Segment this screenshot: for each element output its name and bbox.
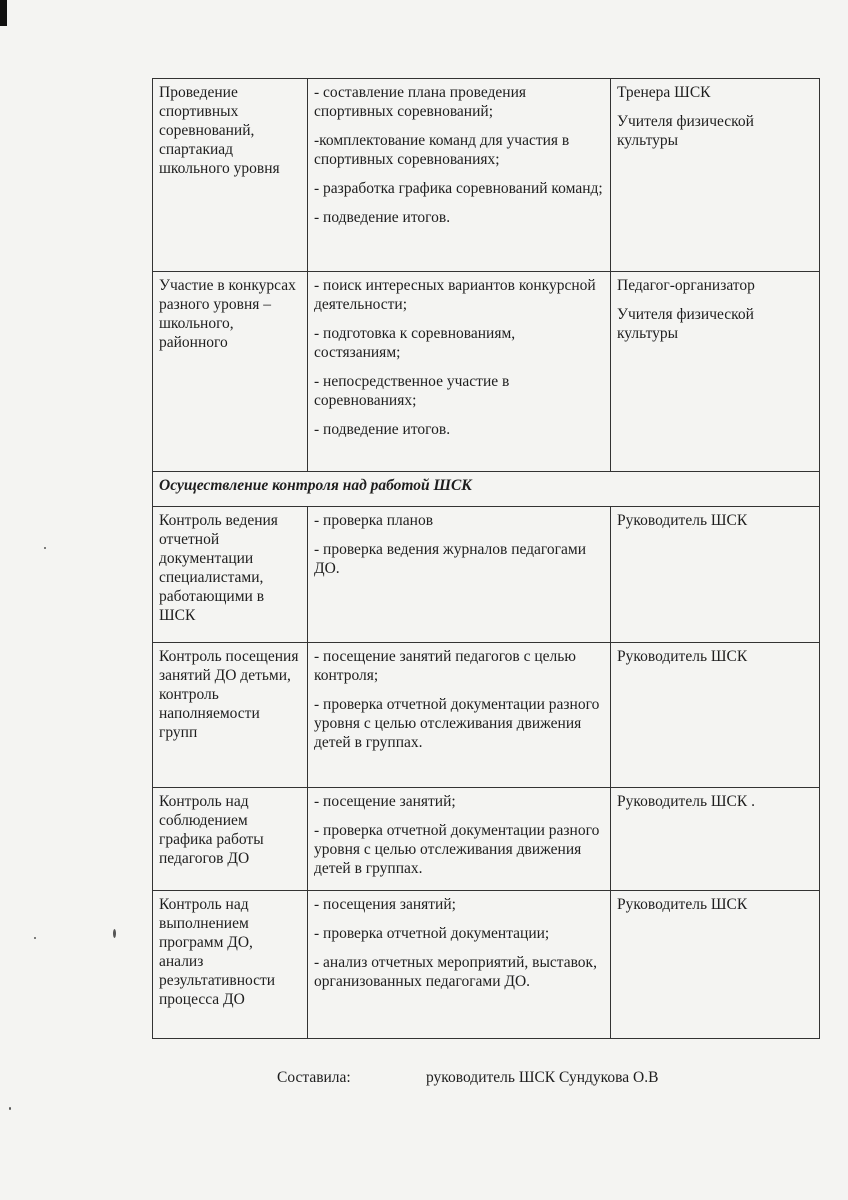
task-item: - проверка ведения журналов педагогами ДО. <box>314 541 586 577</box>
responsible-item: Руководитель ШСК . <box>617 793 755 810</box>
activity-name: Контроль над соблюдением графика работы педагогов ДО <box>153 788 308 891</box>
table-row <box>153 507 820 643</box>
responsible-item: Руководитель ШСК <box>617 648 748 665</box>
responsible-item: Тренера ШСК <box>617 84 711 101</box>
task-item: - проверка отчетной документации разного уровня с целью отслеживания движения детей в группах. <box>314 822 600 877</box>
table-row <box>153 79 820 272</box>
activity-name: Контроль посещения занятий ДО детьми, контроль наполняемости групп <box>153 643 308 788</box>
author-name: руководитель ШСК Сундукова О.В <box>426 1069 659 1086</box>
responsible-persons <box>611 788 820 891</box>
responsible-item: Руководитель ШСК <box>617 896 748 913</box>
task-item: -комплектование команд для участия в спортивных соревнованиях; <box>314 132 570 168</box>
activity-tasks <box>308 507 611 643</box>
signature-line <box>277 1069 658 1087</box>
responsible-item: Учителя физической культуры <box>617 306 754 342</box>
task-item: - подведение итогов. <box>314 209 451 226</box>
responsible-item: Руководитель ШСК <box>617 512 748 529</box>
task-item: - непосредственное участие в соревнованиях; <box>314 373 510 409</box>
activity-tasks <box>308 272 611 472</box>
task-item: - посещение занятий; <box>314 793 456 810</box>
table-row <box>153 643 820 788</box>
scan-speck <box>9 1107 11 1110</box>
section-title: Осуществление контроля над работой ШСК <box>153 472 820 507</box>
responsible-persons <box>611 507 820 643</box>
scan-speck <box>34 937 36 939</box>
task-item: - проверка отчетной документации; <box>314 925 550 942</box>
task-item: - посещение занятий педагогов с целью контроля; <box>314 648 576 684</box>
activity-tasks <box>308 891 611 1039</box>
responsible-persons <box>611 272 820 472</box>
activity-name: Контроль ведения отчетной документации специалистами, работающими в ШСК <box>153 507 308 643</box>
responsible-item: Учителя физической культуры <box>617 113 754 149</box>
activity-name: Проведение спортивных соревнований, спартакиад школьного уровня <box>153 79 308 272</box>
task-item: - анализ отчетных мероприятий, выставок, организованных педагогами ДО. <box>314 954 597 990</box>
section-row <box>153 472 820 507</box>
table-section <box>153 472 820 507</box>
activity-tasks <box>308 643 611 788</box>
responsible-persons <box>611 643 820 788</box>
activity-tasks <box>308 79 611 272</box>
task-item: - посещения занятий; <box>314 896 456 913</box>
table-body-part1 <box>153 79 820 472</box>
table-row <box>153 891 820 1039</box>
scan-corner-mark <box>0 0 7 26</box>
activity-tasks <box>308 788 611 891</box>
task-item: - подготовка к соревнованиям, состязаниям; <box>314 325 516 361</box>
responsible-persons <box>611 79 820 272</box>
scan-speck <box>44 547 46 549</box>
activity-name: Контроль над выполнением программ ДО, анализ результативности процесса ДО <box>153 891 308 1039</box>
task-item: - подведение итогов. <box>314 421 451 438</box>
task-item: - проверка отчетной документации разного уровня с целью отслеживания движения детей в группах. <box>314 696 600 751</box>
task-item: - разработка графика соревнований команд; <box>314 180 603 197</box>
table-row <box>153 788 820 891</box>
activity-table <box>152 78 820 1039</box>
responsible-item: Педагог-организатор <box>617 277 755 294</box>
activity-name: Участие в конкурсах разного уровня – школьного, районного <box>153 272 308 472</box>
scan-speck <box>113 929 116 938</box>
task-item: - проверка планов <box>314 512 434 529</box>
task-item: - поиск интересных вариантов конкурсной деятельности; <box>314 277 596 313</box>
task-item: - составление плана проведения спортивных соревнований; <box>314 84 526 120</box>
responsible-persons <box>611 891 820 1039</box>
table-row <box>153 272 820 472</box>
table-body-part2 <box>153 507 820 1039</box>
compiled-by-label: Составила: <box>277 1069 351 1086</box>
